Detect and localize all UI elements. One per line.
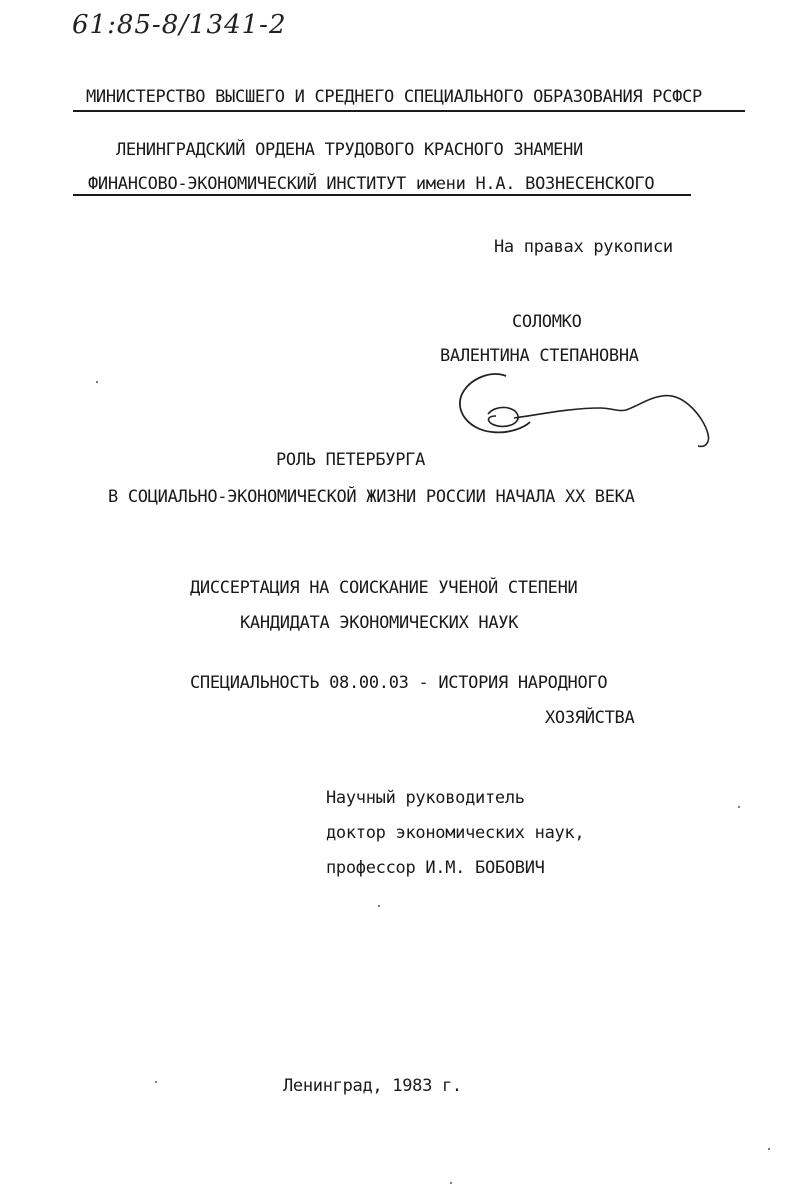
scan-speck: [450, 1182, 452, 1184]
title-line-2: В СОЦИАЛЬНО-ЭКОНОМИЧЕСКОЙ ЖИЗНИ РОССИИ НАЧАЛА XX ВЕКА: [108, 487, 635, 507]
degree-line-2: КАНДИДАТА ЭКОНОМИЧЕСКИХ НАУК: [240, 613, 519, 633]
institute-line-2: ФИНАНСОВО-ЭКОНОМИЧЕСКИЙ ИНСТИТУТ имени Н.А. ВОЗНЕСЕНСКОГО: [88, 174, 655, 194]
place-year: Ленинград, 1983 г.: [283, 1076, 462, 1096]
supervisor-degree: доктор экономических наук,: [326, 823, 585, 843]
scan-speck: [96, 381, 98, 383]
author-surname: СОЛОМКО: [512, 312, 582, 332]
author-signature: [452, 368, 717, 453]
degree-line-1: ДИССЕРТАЦИЯ НА СОИСКАНИЕ УЧЕНОЙ СТЕПЕНИ: [190, 578, 578, 598]
institute-divider: [73, 194, 691, 196]
manuscript-rights: На правах рукописи: [494, 237, 673, 257]
scan-speck: [155, 1081, 157, 1083]
specialty-line-1: СПЕЦИАЛЬНОСТЬ 08.00.03 - ИСТОРИЯ НАРОДНОГО: [190, 673, 608, 693]
author-names: ВАЛЕНТИНА СТЕПАНОВНА: [440, 346, 639, 366]
ministry-header: МИНИСТЕРСТВО ВЫСШЕГО И СРЕДНЕГО СПЕЦИАЛЬНОГО ОБРАЗОВАНИЯ РСФСР: [86, 87, 702, 107]
institute-line-1: ЛЕНИНГРАДСКИЙ ОРДЕНА ТРУДОВОГО КРАСНОГО ЗНАМЕНИ: [116, 140, 583, 160]
ministry-divider: [73, 110, 745, 112]
specialty-line-2: ХОЗЯЙСТВА: [545, 708, 635, 728]
scan-speck: [738, 806, 740, 808]
handwritten-archive-code: 61:85-8/1341-2: [72, 10, 287, 40]
scan-speck: [378, 905, 380, 907]
title-line-1: РОЛЬ ПЕТЕРБУРГА: [276, 450, 426, 470]
scan-speck: [768, 1148, 770, 1150]
supervisor-title: Научный руководитель: [326, 788, 525, 808]
supervisor-name: профессор И.М. БОБОВИЧ: [326, 858, 545, 878]
